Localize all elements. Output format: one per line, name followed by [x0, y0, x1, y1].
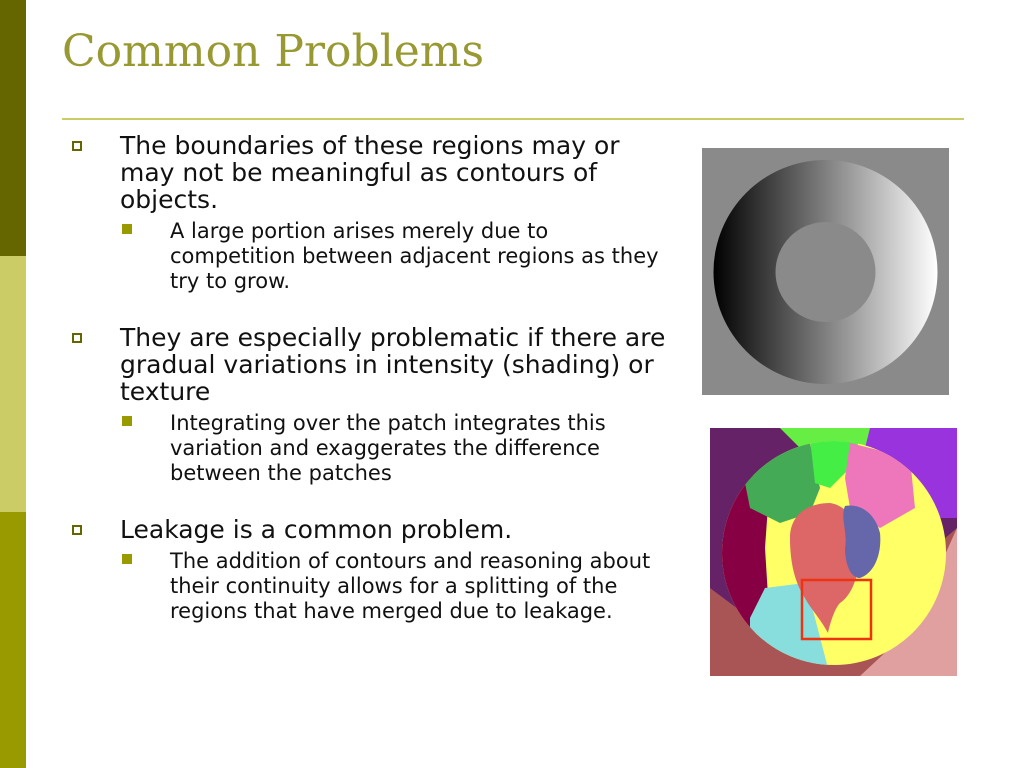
subbullet-item [120, 219, 670, 294]
filled-square-bullet-icon [122, 224, 132, 234]
shaded-ring-image [702, 148, 949, 395]
filled-square-bullet-icon [122, 416, 132, 426]
subbullet-item [120, 411, 670, 486]
hollow-square-bullet-icon [72, 333, 82, 343]
subbullet-text: Integrating over the patch integrates this variation and exaggerates the difference between the patches [170, 411, 606, 485]
bullet-item [70, 514, 670, 624]
subbullet-text: The addition of contours and reasoning about their continuity allows for a splitting of the regions that have merged due to leakage. [170, 549, 651, 623]
segmentation-result-image [710, 428, 957, 676]
sidebar-segment-middle [0, 256, 26, 512]
bullet-list [70, 130, 670, 624]
slide-title: Common Problems [62, 26, 485, 77]
bullet-text: Leakage is a common problem. [120, 515, 513, 544]
sidebar-segment-top [0, 0, 26, 256]
bullet-item [70, 130, 670, 294]
subbullet-item [120, 549, 670, 624]
hollow-square-bullet-icon [72, 141, 82, 151]
hollow-square-bullet-icon [72, 525, 82, 535]
subbullet-text: A large portion arises merely due to competition between adjacent regions as they try to grow. [170, 219, 659, 293]
bullet-item [70, 322, 670, 486]
bullet-text: The boundaries of these regions may or may not be meaningful as contours of objects. [120, 131, 620, 214]
filled-square-bullet-icon [122, 554, 132, 564]
sidebar-decoration [0, 0, 26, 768]
sidebar-segment-bottom [0, 512, 26, 768]
bullet-text: They are especially problematic if there are gradual variations in intensity (shading) or texture [120, 323, 666, 406]
title-divider [62, 118, 964, 120]
